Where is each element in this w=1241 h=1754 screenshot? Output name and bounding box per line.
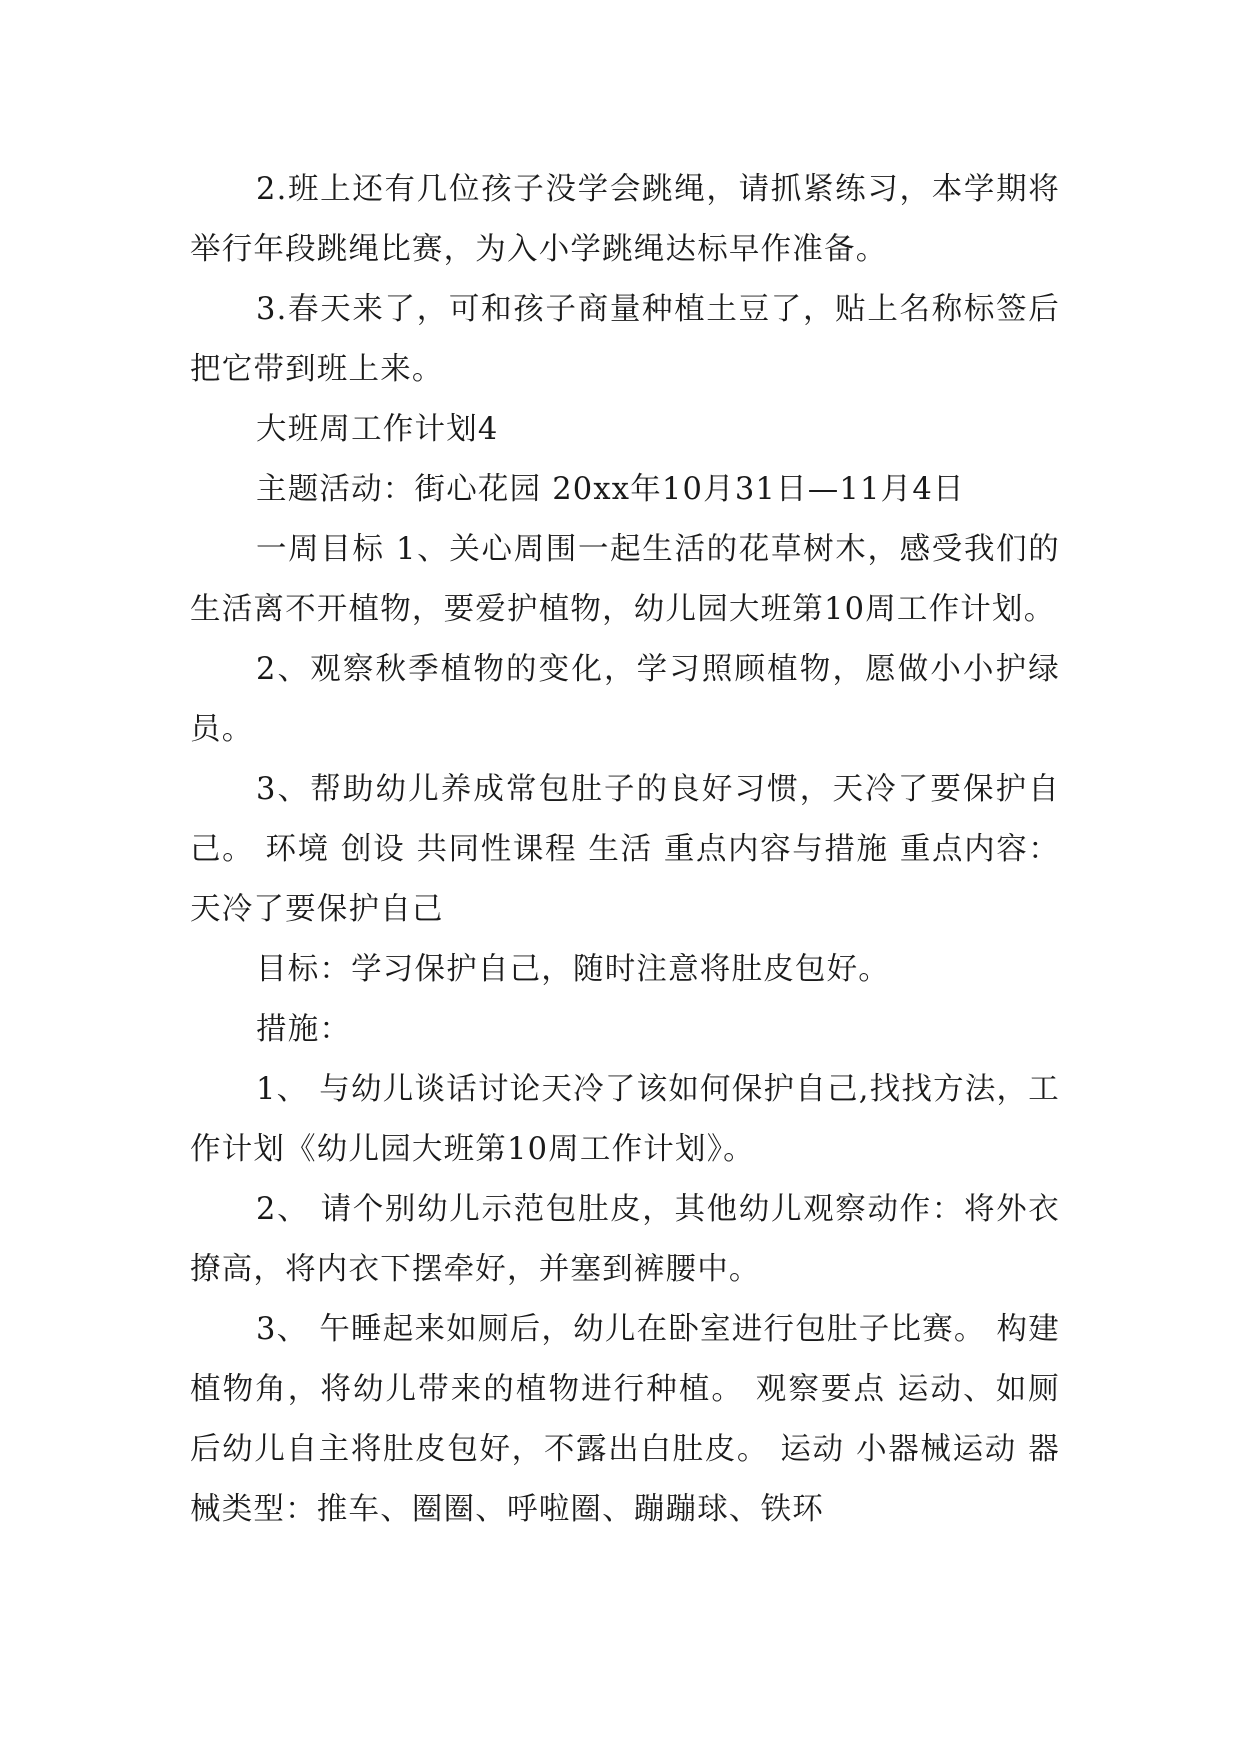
objective: 目标：学习保护自己，随时注意将肚皮包好。 <box>256 952 890 987</box>
weekly-goal-2: 2、观察秋季植物的变化，学习照顾植物，愿做小小护绿员。 <box>190 652 1060 747</box>
measure-2: 2、 请个别幼儿示范包肚皮，其他幼儿观察动作：将外衣撩高，将内衣下摆牵好，并塞到裤腰中。 <box>190 1192 1060 1287</box>
measures-heading: 措施： <box>256 1012 352 1047</box>
paragraph-plant-potatoes: 3.春天来了，可和孩子商量种植土豆了，贴上名称标签后把它带到班上来。 <box>190 292 1060 387</box>
document-body <box>190 160 1060 1540</box>
measure-3: 3、 午睡起来如厕后，幼儿在卧室进行包肚子比赛。 构建植物角，将幼儿带来的植物进行种植。 观察要点 运动、如厕后幼儿自主将肚皮包好，不露出白肚皮。 运动 小器械运动 器械类型：推车、圈圈、呼啦圈、蹦蹦球、铁环 <box>190 1312 1060 1527</box>
section-heading: 大班周工作计划4 <box>256 412 499 447</box>
weekly-goal-3: 3、帮助幼儿养成常包肚子的良好习惯，天冷了要保护自己。 环境 创设 共同性课程 生活 重点内容与措施 重点内容：天冷了要保护自己 <box>190 772 1060 927</box>
weekly-goal-1: 一周目标 1、关心周围一起生活的花草树木，感受我们的生活离不开植物，要爱护植物，幼儿园大班第10周工作计划。 <box>190 532 1060 627</box>
theme-activity: 主题活动：街心花园 20xx年10月31日—11月4日 <box>256 472 965 507</box>
paragraph-jump-rope: 2.班上还有几位孩子没学会跳绳，请抓紧练习，本学期将举行年段跳绳比赛，为入小学跳绳达标早作准备。 <box>190 172 1060 267</box>
measure-1: 1、 与幼儿谈话讨论天冷了该如何保护自己,找找方法，工作计划《幼儿园大班第10周工作计划》。 <box>190 1072 1060 1167</box>
